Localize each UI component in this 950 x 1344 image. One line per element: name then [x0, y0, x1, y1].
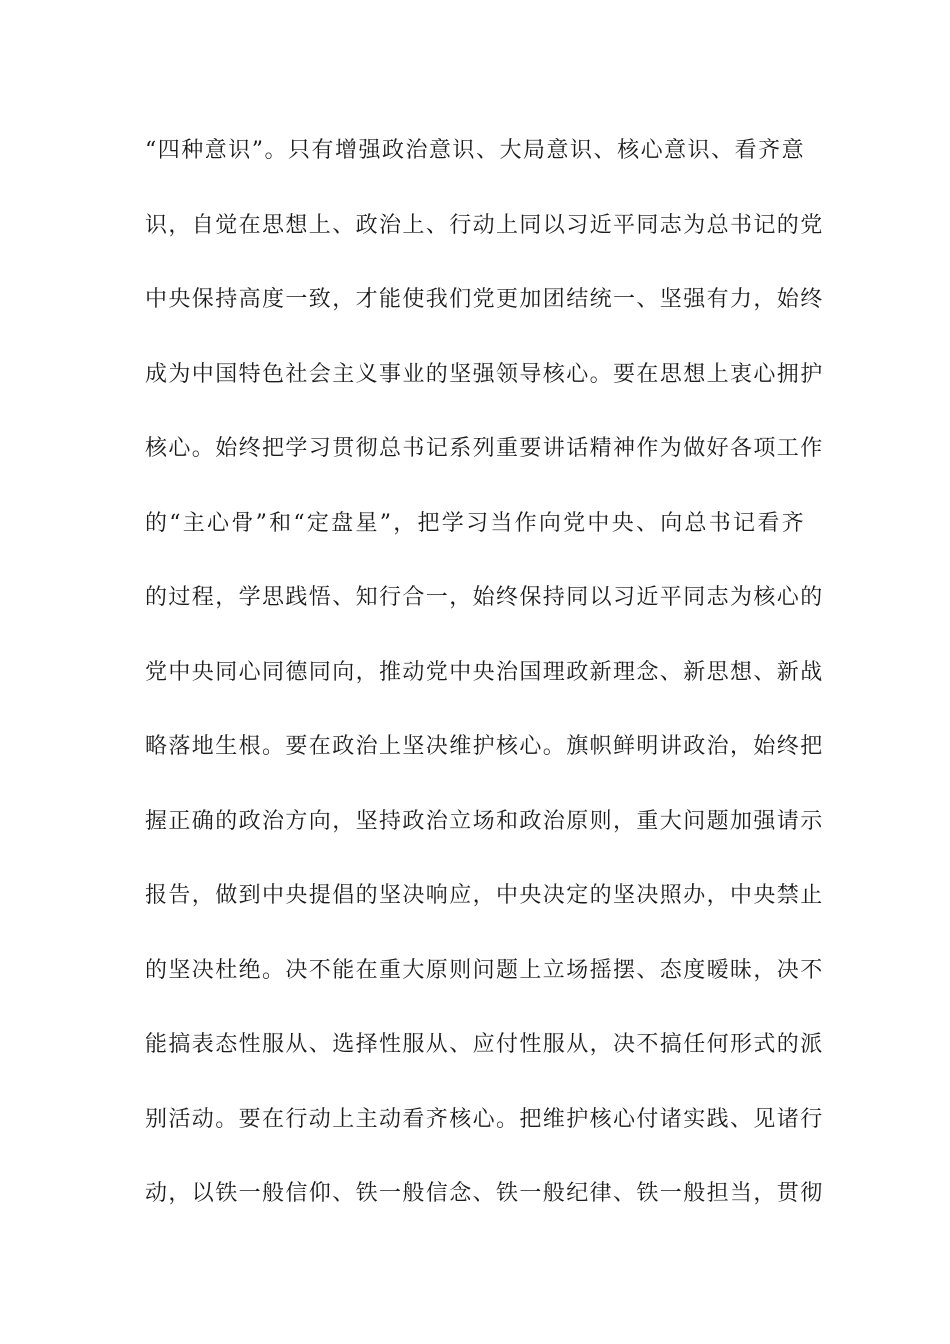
text-line: 的过程，学思践悟、知行合一，始终保持同以习近平同志为核心的: [145, 585, 824, 610]
text-line: 动，以铁一般信仰、铁一般信念、铁一般纪律、铁一般担当，贯彻: [145, 1181, 824, 1206]
text-line: 略落地生根。要在政治上坚决维护核心。旗帜鲜明讲政治，始终把: [145, 734, 824, 759]
text-line: 的坚决杜绝。决不能在重大原则问题上立场摇摆、态度暧昧，决不: [145, 957, 824, 983]
text-line: 中央保持高度一致，才能使我们党更加团结统一、坚强有力，始终: [145, 287, 824, 312]
text-line: 的“主心骨”和“定盘星”，把学习当作向党中央、向总书记看齐: [145, 510, 805, 536]
text-line: 能搞表态性服从、选择性服从、应付性服从，决不搞任何形式的派: [145, 1032, 824, 1057]
text-line: 别活动。要在行动上主动看齐核心。把维护核心付诸实践、见诸行: [145, 1106, 824, 1132]
text-line: 核心。始终把学习贯彻总书记系列重要讲话精神作为做好各项工作: [145, 436, 824, 461]
text-line: 党中央同心同德同向，推动党中央治国理政新理念、新思想、新战: [145, 659, 824, 685]
text-line: 报告，做到中央提倡的坚决响应，中央决定的坚决照办，中央禁止: [145, 883, 824, 908]
text-line: 握正确的政治方向，坚持政治立场和政治原则，重大问题加强请示: [145, 808, 824, 834]
text-line: 成为中国特色社会主义事业的坚强领导核心。要在思想上衷心拥护: [145, 361, 824, 387]
body-paragraph: [145, 128, 824, 1246]
text-line: 识，自觉在思想上、政治上、行动上同以习近平同志为总书记的党: [145, 212, 824, 238]
text-line: “四种意识”。只有增强政治意识、大局意识、核心意识、看齐意: [145, 138, 805, 163]
